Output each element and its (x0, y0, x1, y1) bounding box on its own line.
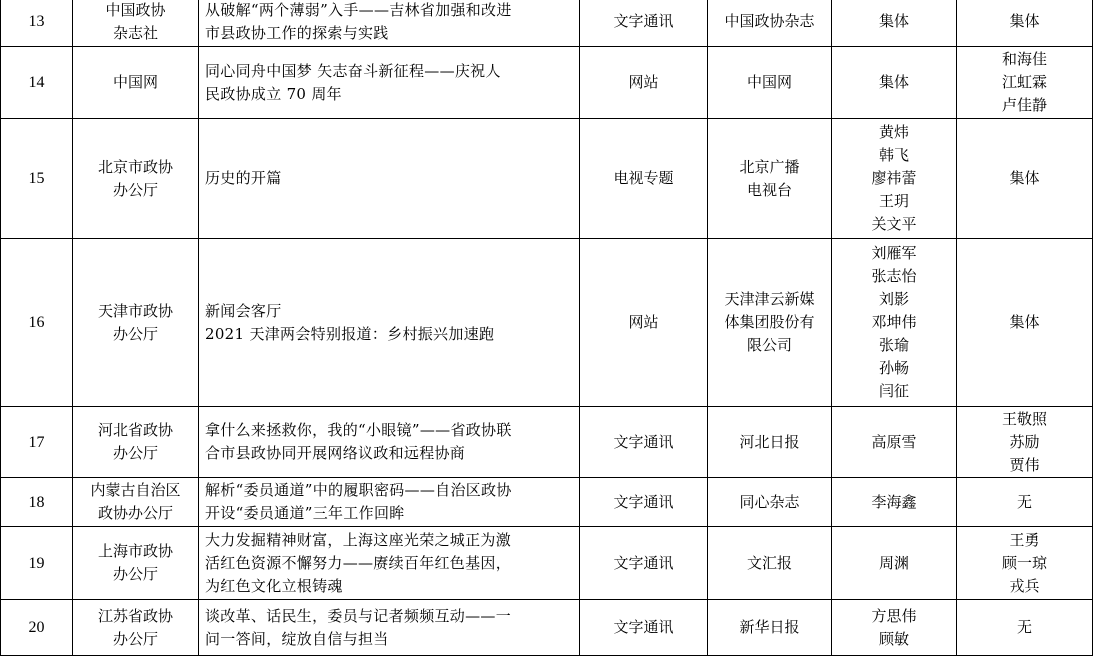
editors (957, 47, 1093, 119)
authors-line: 邓坤伟 (871, 313, 917, 331)
publisher-line: 北京广播 (739, 157, 800, 176)
work-title (199, 47, 580, 119)
row-number: 13 (1, 0, 73, 47)
submitting-unit-line: 中国政协 (105, 0, 166, 19)
publisher (708, 119, 832, 239)
publisher-line: 新华日报 (739, 618, 800, 636)
submitting-unit-line: 杂志社 (112, 23, 158, 42)
table-row (1, 0, 1093, 47)
authors-line: 廖祎蕾 (871, 169, 917, 187)
row-number: 16 (1, 239, 73, 407)
work-title-line: 开设“委员通道”三年工作回眸 (205, 504, 405, 522)
submitting-unit (73, 407, 199, 478)
submitting-unit-line: 天津市政协 (97, 301, 173, 320)
submitting-unit-line: 内蒙古自治区 (90, 481, 181, 499)
authors (832, 478, 957, 527)
work-title-line: 解析“委员通道”中的履职密码——自治区政协 (205, 481, 512, 499)
authors-line: 周渊 (878, 553, 909, 572)
editors-line: 王勇 (1009, 530, 1040, 549)
work-title-line: 同心同舟中国梦 矢志奋斗新征程——庆祝人 (205, 61, 501, 80)
publisher-line: 同心杂志 (739, 492, 800, 511)
publisher-line: 限公司 (746, 336, 792, 354)
work-title-line: 活红色资源不懈努力——赓续百年红色基因， (205, 553, 512, 572)
editors-line: 苏励 (1009, 432, 1040, 451)
work-title (199, 527, 580, 600)
work-type: 文字通讯 (580, 527, 708, 600)
work-type: 电视专题 (580, 119, 708, 239)
work-title-line: 谈改革、话民生，委员与记者频频互动——一 (205, 606, 512, 625)
authors-line: 闫征 (878, 382, 909, 400)
work-title-line: 问一答间，绽放自信与担当 (205, 629, 389, 648)
row-number: 14 (1, 47, 73, 119)
editors-line: 江虹霖 (1001, 73, 1047, 91)
authors-line: 高原雪 (871, 432, 917, 451)
editors (957, 527, 1093, 600)
publisher-line: 天津津云新媒 (724, 290, 815, 308)
table-row (1, 239, 1093, 407)
submitting-unit-line: 办公厅 (112, 180, 158, 199)
submitting-unit (73, 119, 199, 239)
publisher (708, 407, 832, 478)
publisher-line: 电视台 (746, 180, 792, 199)
submitting-unit-line: 江苏省政协 (97, 606, 173, 625)
authors-line: 孙畅 (878, 359, 909, 377)
authors-line: 刘影 (878, 290, 909, 308)
authors-line: 张瑜 (878, 336, 909, 354)
publisher (708, 600, 832, 656)
work-title-line: 2021 天津两会特别报道：乡村振兴加速跑 (205, 324, 495, 343)
publisher-line: 文汇报 (746, 553, 792, 572)
table-row (1, 527, 1093, 600)
table-row (1, 47, 1093, 119)
table-body (1, 0, 1093, 656)
submitting-unit (73, 47, 199, 119)
table-row (1, 119, 1093, 239)
editors-line: 戎兵 (1009, 576, 1040, 595)
editors-line: 和海佳 (1001, 50, 1047, 68)
work-title-line: 大力发掘精神财富，上海这座光荣之城正为激 (205, 530, 512, 549)
publisher (708, 0, 832, 47)
authors (832, 600, 957, 656)
submitting-unit-line: 办公厅 (112, 629, 158, 648)
authors (832, 527, 957, 600)
work-title-line: 新闻会客厅 (205, 301, 282, 320)
editors-line: 集体 (1009, 12, 1040, 30)
authors-line: 刘雁军 (871, 244, 917, 262)
authors-line: 王玥 (878, 192, 909, 210)
publisher (708, 47, 832, 119)
work-title-line: 合市县政协同开展网络议政和远程协商 (205, 444, 466, 462)
work-title (199, 407, 580, 478)
work-type: 网站 (580, 239, 708, 407)
editors-line: 集体 (1009, 313, 1040, 331)
submitting-unit-line: 上海市政协 (97, 542, 173, 560)
authors (832, 407, 957, 478)
work-title (199, 239, 580, 407)
row-number: 19 (1, 527, 73, 600)
table-row (1, 600, 1093, 656)
table-row (1, 478, 1093, 527)
authors-line: 张志怡 (871, 267, 917, 285)
authors (832, 47, 957, 119)
authors (832, 119, 957, 239)
editors-line: 集体 (1009, 169, 1040, 187)
row-number: 15 (1, 119, 73, 239)
publisher (708, 478, 832, 527)
work-title-line: 从破解“两个薄弱”入手——吉林省加强和改进 (205, 0, 512, 19)
editors (957, 407, 1093, 478)
authors-line: 黄炜 (878, 123, 909, 141)
work-title (199, 478, 580, 527)
authors-line: 顾敏 (878, 629, 909, 648)
work-title (199, 600, 580, 656)
work-title (199, 0, 580, 47)
submitting-unit (73, 0, 199, 47)
editors (957, 600, 1093, 656)
submitting-unit (73, 600, 199, 656)
row-number: 20 (1, 600, 73, 656)
row-number: 18 (1, 478, 73, 527)
submitting-unit-line: 政协办公厅 (97, 504, 173, 522)
publisher (708, 239, 832, 407)
authors-line: 关文平 (871, 215, 917, 233)
work-title (199, 119, 580, 239)
editors-line: 贾伟 (1009, 455, 1040, 474)
authors-line: 方思伟 (871, 606, 917, 625)
work-type: 文字通讯 (580, 407, 708, 478)
editors (957, 119, 1093, 239)
editors (957, 239, 1093, 407)
submitting-unit (73, 239, 199, 407)
editors-line: 无 (1016, 492, 1032, 511)
authors (832, 239, 957, 407)
publisher-line: 中国政协杂志 (724, 12, 815, 30)
row-number: 17 (1, 407, 73, 478)
submitting-unit-line: 北京市政协 (97, 157, 173, 176)
submitting-unit-line: 办公厅 (112, 565, 158, 583)
authors-line: 韩飞 (878, 146, 909, 164)
editors (957, 478, 1093, 527)
editors-line: 无 (1016, 618, 1032, 636)
editors-line: 卢佳静 (1001, 96, 1047, 114)
work-title-line: 市县政协工作的探索与实践 (205, 23, 389, 42)
submitting-unit (73, 527, 199, 600)
publisher-line: 体集团股份有 (724, 313, 815, 331)
work-type: 网站 (580, 47, 708, 119)
authors (832, 0, 957, 47)
table-row (1, 407, 1093, 478)
submitting-unit-line: 河北省政协 (97, 421, 173, 439)
publisher-line: 中国网 (746, 73, 792, 91)
submitting-unit-line: 办公厅 (112, 444, 158, 462)
publisher (708, 527, 832, 600)
work-title-line: 民政协成立 70 周年 (205, 84, 342, 103)
publisher-line: 河北日报 (739, 432, 800, 451)
work-title-line: 历史的开篇 (205, 169, 282, 187)
work-title-line: 为红色文化立根铸魂 (205, 576, 343, 595)
authors-line: 李海鑫 (871, 492, 917, 511)
editors-line: 王敬照 (1001, 409, 1047, 428)
work-title-line: 拿什么来拯救你，我的“小眼镜”——省政协联 (205, 421, 512, 439)
submitting-unit-line: 办公厅 (112, 324, 158, 343)
work-type: 文字通讯 (580, 600, 708, 656)
submitting-unit-line: 中国网 (112, 73, 158, 91)
editors (957, 0, 1093, 47)
authors-line: 集体 (878, 12, 909, 30)
editors-line: 顾一琼 (1001, 553, 1047, 572)
authors-line: 集体 (878, 73, 909, 91)
work-type: 文字通讯 (580, 478, 708, 527)
work-type: 文字通讯 (580, 0, 708, 47)
submitting-unit (73, 478, 199, 527)
